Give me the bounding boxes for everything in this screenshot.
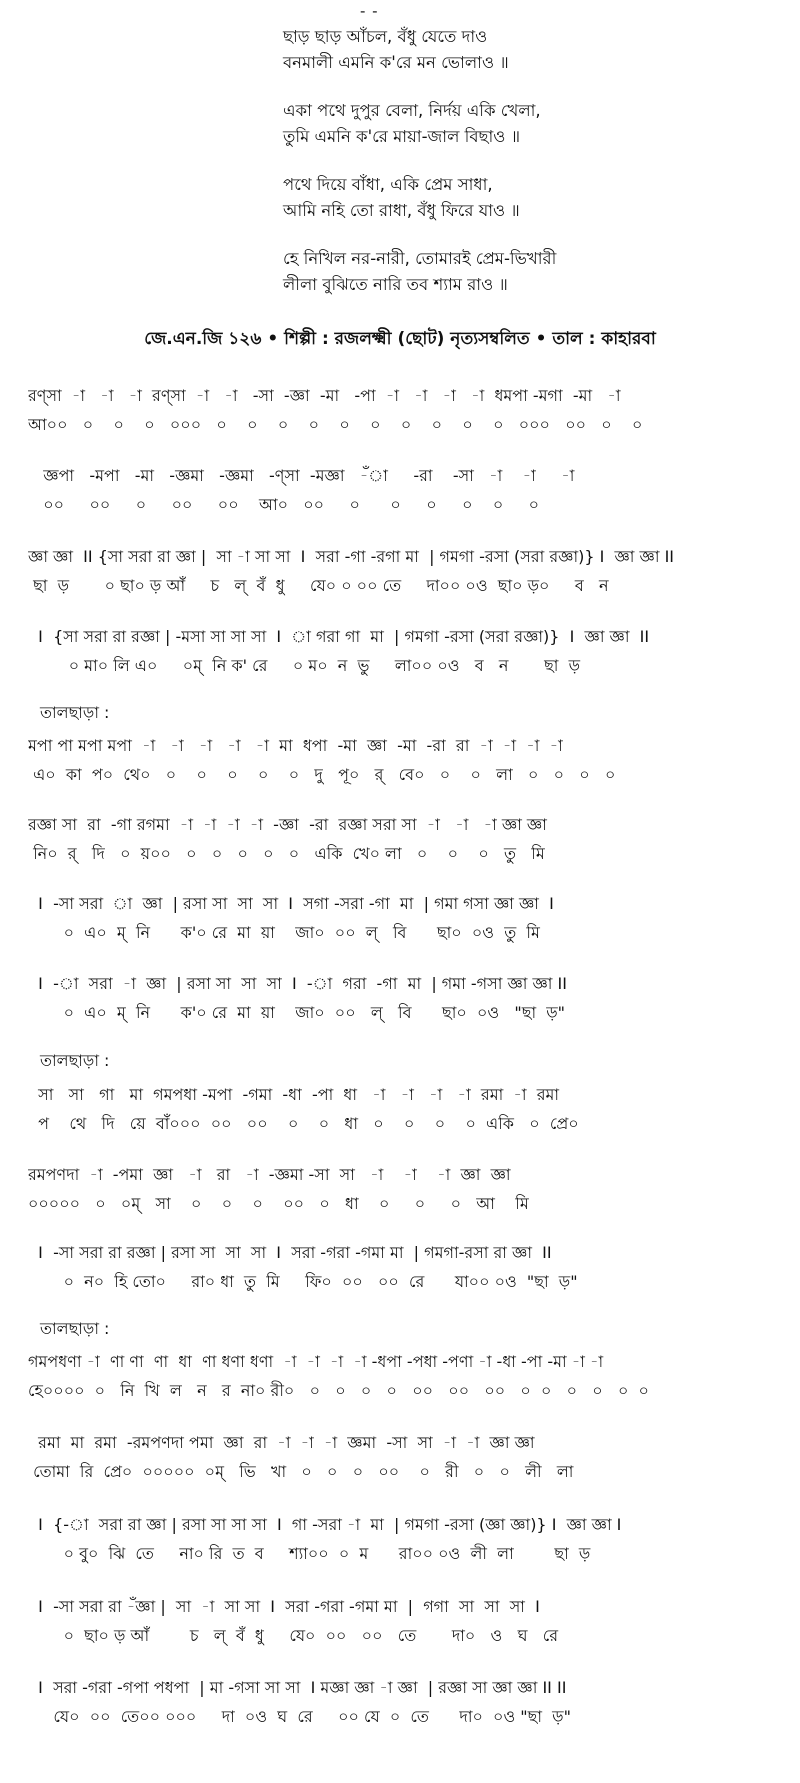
stanza-3	[283, 172, 763, 224]
lyric-line: হে নিখিল নর-নারী, তোমারই প্রেম-ভিখারী	[283, 249, 557, 268]
syllable-row: ০ বু০ ঝি তে না০ রি ত ব শ্যা০০ ০ ম রা০০ ০ও লী লা ছা ড়	[28, 1544, 591, 1563]
record-title: জে.এন.জি ১২৬ • শিল্পী : রজলক্ষ্মী (ছোট) নৃত্যসম্বলিত • তাল : কাহারবা	[144, 329, 656, 349]
lyric-line: ছাড় ছাড় আঁচল, বঁধু যেতে দাও	[283, 27, 488, 46]
section-label: তালছাড়া :	[40, 703, 110, 722]
stanza-1	[283, 24, 763, 76]
notation-row: I সরা -গরা -গপা পধপা | মা -গসা সা সা I মজ্ঞা জ্ঞা -া জ্ঞা | রজ্ঞা সা জ্ঞা জ্ঞা II II	[28, 1678, 567, 1697]
syllable-row: নি০ র্ দি ০ য়০০ ০ ০ ০ ০ ০ একি খে০ লা ০ ০ ০ তু মি	[28, 844, 545, 863]
lyric-line: তুমি এমনি ক'রে মায়া-জাল বিছাও ॥	[283, 127, 521, 146]
notation-row: গমপধণা -া ণা ণা ণা ধা ণা ধণা ধণা -া -া -া -া -ধপা -পধা -পণা -া -ধা -পা -মা -া -া	[28, 1352, 604, 1371]
syllable-row: ০ ন০ হি তো০ রা০ ধা তু মি ফি০ ০০ ০০ রে যা০০ ০ও "ছা ড়"	[28, 1272, 578, 1291]
notation-row: রমপণদা -া -পমা জ্ঞা -া রা -া -জ্ঞমা -সা সা -া -া -া জ্ঞা জ্ঞা	[28, 1165, 511, 1184]
syllable-row: প থে দি য়ে বাঁ০০০ ০০ ০০ ০ ০ ধা ০ ০ ০ ০ একি ০ প্রে০	[28, 1114, 579, 1133]
notation-row: I {-া সরা রা জ্ঞা | রসা সা সা সা I গা -সরা -া মা | গমগা -রসা (জ্ঞা জ্ঞা)} I জ্ঞা জ্ঞা I	[28, 1515, 622, 1534]
syllable-row: ০০০০০ ০ ০ম্ সা ০ ০ ০ ০০ ০ ধা ০ ০ ০ আ মি	[28, 1194, 529, 1213]
lyric-line: একা পথে দুপুর বেলা, নির্দয় একি খেলা,	[283, 101, 541, 120]
lyrics-block	[283, 24, 763, 320]
lyric-line: লীলা বুঝিতে নারি তব শ্যাম রাও ॥	[283, 275, 508, 294]
notation-row: রণ্সা -া -া -া রণ্সা -া -া -সা -জ্ঞা -মা -পা -া -া -া -া ধমপা -মগা -মা -া	[28, 386, 621, 405]
notation-row: সা সা গা মা গমপধা -মপা -গমা -ধা -পা ধা -া -া -া -া রমা -া রমা	[28, 1085, 560, 1104]
syllable-row: ০ ছা০ ড় আঁ চ ল্ বঁ ধু যে০ ০০ ০০ তে দা০ ও ঘ রে	[28, 1626, 559, 1645]
section-label: তালছাড়া :	[40, 1319, 110, 1338]
lyric-line: পথে দিয়ে বাঁধা, একি প্রেম সাধা,	[283, 175, 493, 194]
syllable-row: ০০ ০০ ০ ০০ ০০ আ০ ০০ ০ ০ ০ ০ ০ ০	[28, 495, 540, 514]
syllable-row: তোমা রি প্রে০ ০০০০০ ০ম্ ভি খা ০ ০ ০ ০০ ০ রী ০ ০ লী লা	[28, 1462, 574, 1481]
notation-row: I -সা সরা া জ্ঞা | রসা সা সা সা I সগা -সরা -গা মা | গমা গসা জ্ঞা জ্ঞা I	[28, 894, 554, 913]
syllable-row: হে০০০০ ০ নি খি ল ন র না০ রী০ ০ ০ ০ ০ ০০ ০০ ০০ ০ ০ ০ ০ ০ ০	[28, 1381, 649, 1400]
notation-row: I -া সরা -া জ্ঞা | রসা সা সা সা I -া গরা -গা মা | গমা -গসা জ্ঞা জ্ঞা II	[28, 974, 567, 993]
notation-row: জ্ঞা জ্ঞা II {সা সরা রা জ্ঞা | সা -া সা সা I সরা -গা -রগা মা | গমগা -রসা (সরা রজ্ঞা)} I জ্ঞা জ্ঞা II	[28, 547, 675, 566]
notation-row: মপা পা মপা মপা -া -া -া -া -া মা ধপা -মা জ্ঞা -মা -রা রা -া -া -া -া	[28, 736, 563, 755]
stanza-2	[283, 98, 763, 150]
syllable-row: এ০ কা প০ থে০ ০ ০ ০ ০ ০ দু পূ০ র্ বে০ ০ ০ লা ০ ০ ০ ০	[28, 765, 616, 784]
notation-row: I {সা সরা রা রজ্ঞা | -মসা সা সা সা I া গরা গা মা | গমগা -রসা (সরা রজ্ঞা)} I জ্ঞা জ্ঞা II	[28, 627, 650, 646]
notation-row: রমা মা রমা -রমপণদা পমা জ্ঞা রা -া -া -া জ্ঞমা -সা সা -া -া জ্ঞা জ্ঞা	[28, 1433, 535, 1452]
syllable-row: ০ এ০ ম্ নি ক'০ রে মা য়া জা০ ০০ ল্ বি ছা০ ০ও "ছা ড়"	[28, 1003, 566, 1022]
syllable-row: যে০ ০০ তে০০ ০০০ দা ০ও ঘ রে ০০ যে ০ তে দা০ ০ও "ছা ড়"	[28, 1707, 571, 1726]
lyrics-mark: - -	[360, 2, 379, 20]
syllable-row: ০ এ০ ম্ নি ক'০ রে মা য়া জা০ ০০ ল্ বি ছা০ ০ও তু মি	[28, 923, 540, 942]
notation-row: I -সা সরা রা রজ্ঞা | রসা সা সা সা I সরা -গরা -গমা মা | গমগা-রসা রা জ্ঞা II	[28, 1243, 552, 1262]
syllable-row: আ০০ ০ ০ ০ ০০০ ০ ০ ০ ০ ০ ০ ০ ০ ০ ০ ০০০ ০০ ০ ০	[28, 415, 643, 434]
section-label: তালছাড়া :	[40, 1051, 110, 1070]
lyric-line: বনমালী এমনি ক'রে মন ভোলাও ॥	[283, 53, 509, 72]
notation-row: জ্ঞপা -মপা -মা -জ্ঞমা -জ্ঞমা -ণ্সা -মজ্ঞা -ঁা -রা -সা -া -া -া	[28, 466, 575, 485]
notation-row: রজ্ঞা সা রা -গা রগমা -া -া -া -া -জ্ঞা -রা রজ্ঞা সরা সা -া -া -া জ্ঞা জ্ঞা	[28, 815, 547, 834]
notation-row: I -সা সরা রা -ঁজ্ঞা | সা -া সা সা I সরা -গরা -গমা মা | গগা সা সা সা I	[28, 1597, 540, 1616]
syllable-row: ০ মা০ লি এ০ ০ম্ নি ক' রে ০ ম০ ন ভু লা০০ ০ও ব ন ছা ড়	[28, 656, 581, 675]
syllable-row: ছা ড় ০ ছা০ ড় আঁ চ ল্ বঁ ধু যে০ ০ ০০ তে দা০০ ০ও ছা০ ড়০ ব ন	[28, 576, 609, 595]
lyric-line: আমি নহি তো রাধা, বঁধু ফিরে যাও ॥	[283, 201, 520, 220]
stanza-4	[283, 246, 763, 298]
